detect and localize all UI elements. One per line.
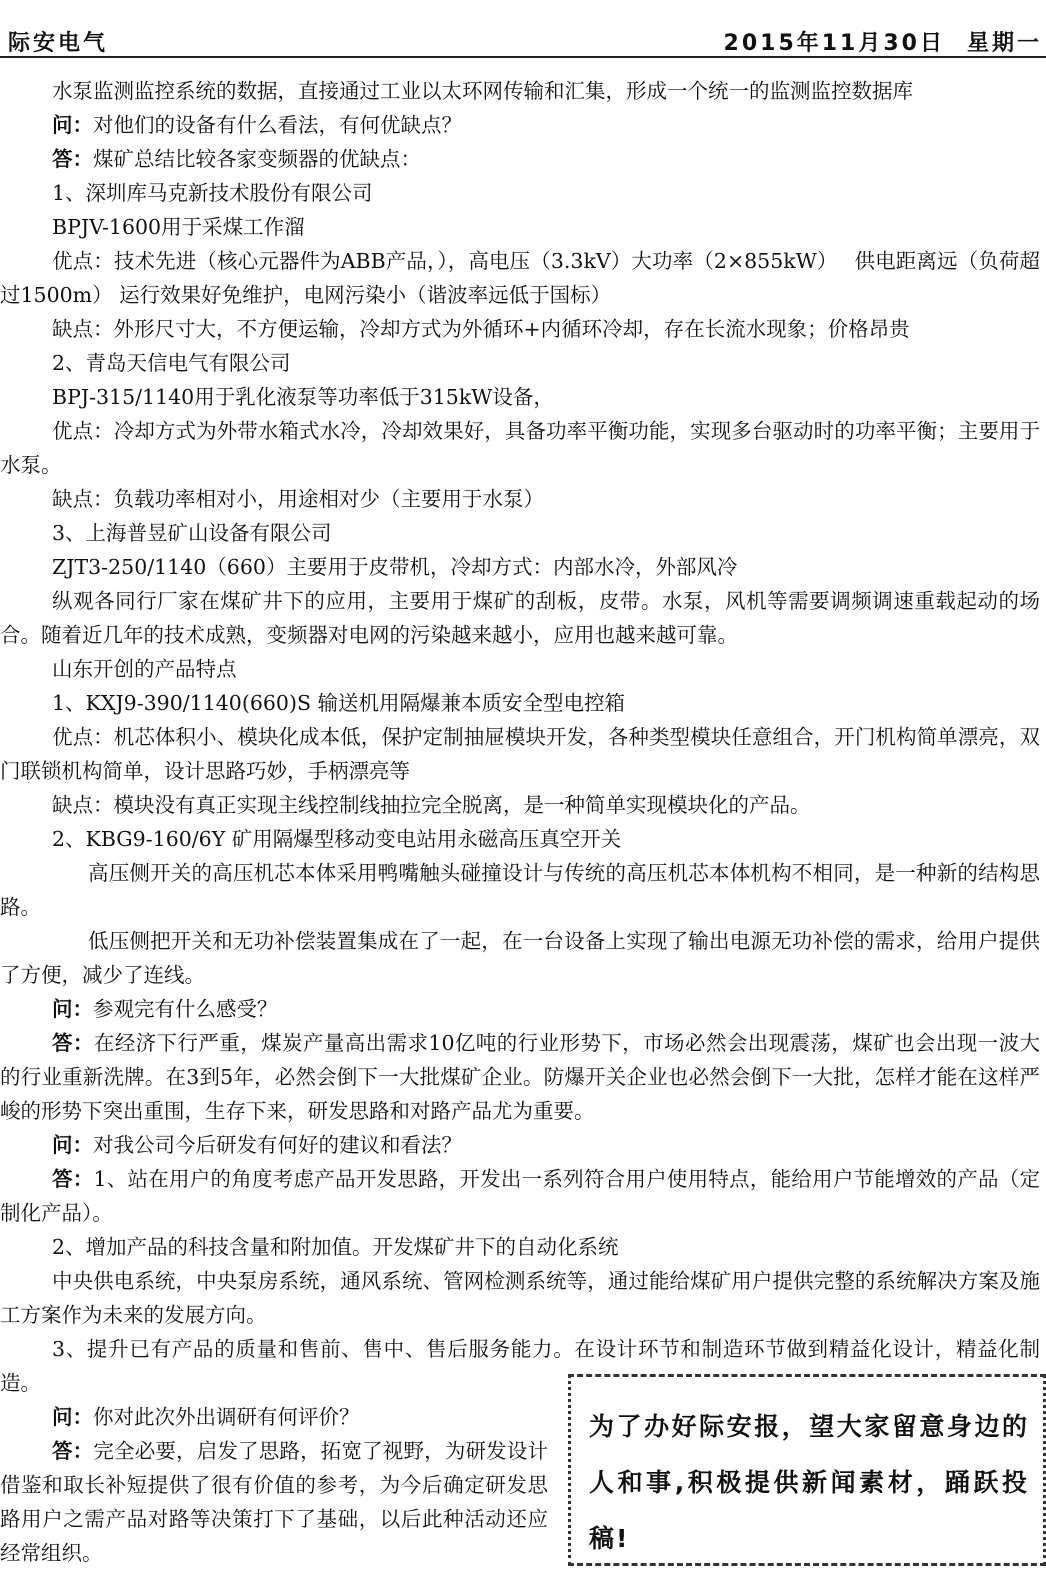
paragraph — [0, 108, 1040, 142]
paragraph — [0, 686, 1040, 720]
paragraph-text: 缺点：外形尺寸大，不方便运输，冷却方式为外循环+内循环冷却，存在长流水现象；价格昂贵 — [52, 317, 910, 341]
paragraph-text: 参观完有什么感受？ — [93, 997, 278, 1021]
paragraph-text: 缺点：模块没有真正实现主线控制线抽拉完全脱离，是一种简单实现模块化的产品。 — [52, 793, 811, 817]
paragraph — [0, 992, 1040, 1026]
paragraph-text: 优点：机芯体积小、模块化成本低，保护定制抽屉模块开发，各种类型模块任意组合，开门机构简单漂亮，双门联锁机构简单，设计思路巧妙，手柄漂亮等 — [0, 725, 1040, 783]
paragraph-text: BPJ-315/1140用于乳化液泵等功率低于315kW设备， — [52, 385, 554, 409]
paragraph-text: 2、增加产品的科技含量和附加值。开发煤矿井下的自动化系统 — [52, 1235, 619, 1259]
weekday-text: 星期一 — [966, 31, 1042, 56]
paragraph-text: 优点：冷却方式为外带水箱式水冷，冷却效果好，具备功率平衡功能，实现多台驱动时的功率平衡；主要用于水泵。 — [0, 419, 1040, 477]
paragraph — [0, 176, 1040, 210]
paragraph — [0, 346, 1040, 380]
qa-label: 答： — [52, 147, 93, 171]
paragraph — [0, 482, 1040, 516]
paragraph — [0, 720, 1040, 788]
paragraph — [0, 142, 1040, 176]
paragraph — [0, 1264, 1040, 1332]
paragraph-text: 中央供电系统，中央泵房系统，通风系统、管网检测系统等，通过能给煤矿用户提供完整的系统解决方案及施工方案作为未来的发展方向。 — [0, 1269, 1040, 1327]
paragraph — [0, 380, 1040, 414]
qa-label: 问： — [52, 1405, 93, 1429]
paragraph-text: 缺点：负载功率相对小，用途相对少（主要用于水泵） — [52, 487, 544, 511]
qa-label: 问： — [52, 997, 93, 1021]
paragraph-text: 完全必要，启发了思路，拓宽了视野，为研发设计借鉴和取长补短提供了很有价值的参考，为今后确定研发思路用户之需产品对路等决策打下了基础，以后此种活动还应经常组织。 — [0, 1439, 549, 1565]
paragraph — [0, 652, 1040, 686]
paragraph-text: 你对此次外出调研有何评价？ — [93, 1405, 360, 1429]
paragraph-text: 纵观各同行厂家在煤矿井下的应用，主要用于煤矿的刮板，皮带。水泵，风机等需要调频调速重载起动的场合。随着近几年的技术成熟，变频器对电网的污染越来越小，应用也越来越可靠。 — [0, 589, 1040, 647]
paragraph — [0, 516, 1040, 550]
publication-name: 际安电气 — [8, 31, 109, 56]
paragraph-text: 1、站在用户的角度考虑产品开发思路，开发出一系列符合用户使用特点，能给用户节能增效的产品（定制化产品）。 — [0, 1167, 1041, 1225]
page-header — [0, 0, 1046, 58]
paragraph — [0, 550, 1040, 584]
paragraph-text: 山东开创的产品特点 — [52, 657, 237, 681]
paragraph — [0, 312, 1040, 346]
paragraph-text: ZJT3-250/1140（660）主要用于皮带机，冷却方式：内部水冷，外部风冷 — [52, 555, 738, 579]
paragraph-text: 3、上海普昱矿山设备有限公司 — [52, 521, 332, 545]
paragraph — [0, 1026, 1040, 1128]
paragraph — [0, 210, 1040, 244]
paragraph-text: 水泵监测监控系统的数据，直接通过工业以太环网传输和汇集，形成一个统一的监测监控数据库 — [52, 79, 913, 103]
paragraph — [0, 1400, 548, 1434]
paragraph-text: 优点：技术先进（核心元器件为ABB产品，），高电压（3.3kV）大功率（2×855kW） 供电距离远（负荷超过1500m） 运行效果好免维护，电网污染小（谐波率远低于国标） — [0, 249, 1040, 307]
paragraph-text: 煤矿总结比较各家变频器的优缺点： — [93, 147, 421, 171]
paragraph-text: 2、青岛天信电气有限公司 — [52, 351, 291, 375]
qa-label: 问： — [52, 1133, 93, 1157]
paragraph — [0, 1230, 1040, 1264]
paragraph — [0, 924, 1040, 992]
paragraph-text: 1、KXJ9-390/1140(660)S 输送机用隔爆兼本质安全型电控箱 — [52, 691, 626, 715]
date-text: 2015年11月30日 — [723, 31, 945, 56]
qa-label: 答： — [52, 1439, 94, 1463]
article-body — [0, 74, 1040, 1570]
qa-label: 答： — [52, 1167, 94, 1191]
paragraph-text: 1、深圳库马克新技术股份有限公司 — [52, 181, 373, 205]
qa-label: 问： — [52, 113, 93, 137]
paragraph — [0, 856, 1040, 924]
contribution-notice-text: 为了办好际安报，望大家留意身边的人和事,积极提供新闻素材，踊跃投稿! — [589, 1412, 1029, 1553]
paragraph — [0, 584, 1040, 652]
paragraph-text: BPJV-1600用于采煤工作溜 — [52, 215, 305, 239]
contribution-notice-box — [568, 1374, 1046, 1566]
paragraph-text: 对他们的设备有什么看法，有何优缺点？ — [93, 113, 462, 137]
paragraph-text: 对我公司今后研发有何好的建议和看法？ — [93, 1133, 462, 1157]
paragraph-text: 低压侧把开关和无功补偿装置集成在了一起，在一台设备上实现了输出电源无功补偿的需求，给用户提供了方便，减少了连线。 — [0, 929, 1040, 987]
paragraph-text: 2、KBG9-160/6Y 矿用隔爆型移动变电站用永磁高压真空开关 — [52, 827, 622, 851]
paragraph — [0, 822, 1040, 856]
issue-date — [702, 26, 1042, 57]
qa-label: 答： — [52, 1031, 94, 1055]
paragraph — [0, 244, 1040, 312]
paragraph — [0, 1162, 1040, 1230]
paragraph — [0, 1128, 1040, 1162]
paragraph-text: 在经济下行严重，煤炭产量高出需求10亿吨的行业形势下，市场必然会出现震荡，煤矿也会出现一波大的行业重新洗牌。在3到5年，必然会倒下一大批煤矿企业。防爆开关企业也必然会倒下一大批，怎样才能在这样严峻的形势下突出重围，生存下来，研发思路和对路产品尤为重要。 — [0, 1031, 1040, 1123]
paragraph — [0, 1434, 548, 1570]
paragraph — [0, 788, 1040, 822]
paragraph-text: 3、提升已有产品的质量和售前、售中、售后服务能力。在设计环节和制造环节做到精益化设计，精益化制造。 — [0, 1337, 1040, 1395]
paragraph — [0, 74, 1040, 108]
paragraph-text: 高压侧开关的高压机芯本体采用鸭嘴触头碰撞设计与传统的高压机芯本体机构不相同，是一种新的结构思路。 — [0, 861, 1040, 919]
paragraph — [0, 414, 1040, 482]
